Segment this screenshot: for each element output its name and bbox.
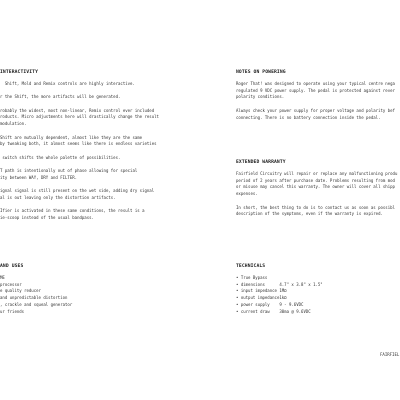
list-item: , crackle and squeal generator	[0, 301, 73, 307]
warranty-paragraph: In short, the best thing to do is to contact us as soon as possibl description of the symptoms, even if the warranty is expired.	[236, 204, 395, 217]
uses-section	[0, 264, 195, 315]
interactivity-paragraph: T path is intentionally out of phase allowing for special ity between WAY, DRY and FILTER.	[0, 168, 138, 180]
interactivity-body	[0, 81, 195, 222]
list-item: e quality reducer	[0, 288, 41, 294]
powering-paragraph: Always check your power supply for proper voltage and polarity bef connecting. There is no battery connection inside the pedal.	[236, 107, 395, 120]
technicals-heading: TECHNICALS	[236, 264, 266, 269]
table-row	[236, 282, 323, 289]
warranty-section	[236, 160, 400, 218]
uses-heading: AND USES	[0, 264, 24, 269]
table-row	[236, 309, 323, 316]
interactivity-paragraph: robably the widest, most non-linear, Remix control ever included roducts. Micro adjustments here will drastically change the result modulation.	[0, 107, 159, 127]
table-row	[236, 275, 323, 282]
spec-value: 30ma @ 9.6VDC	[279, 308, 311, 314]
interactivity-paragraph: Ifier is activated in these same conditions, the result is a ie-scoop instead of the usual bandpass.	[0, 208, 145, 220]
spec-value: 9 - 9.6VDC	[279, 301, 304, 307]
footer-brand-text: FAIRFIEL	[380, 352, 400, 357]
spec-table	[236, 275, 323, 315]
spec-value	[279, 275, 322, 282]
list-item: ME	[0, 275, 5, 280]
spec-key: • power supply	[236, 301, 270, 307]
powering-paragraph: Roger That! was designed to operate using your typical centre nega regulated 9 VDC power supply. The pedal is protected against rever polarity conditions.	[236, 81, 395, 100]
interactivity-paragraph: switch shifts the whole palette of possibilities.	[0, 154, 121, 160]
warranty-heading: EXTENDED WARRANTY	[236, 160, 286, 165]
technicals-section	[236, 264, 400, 315]
interactivity-paragraph: Shift, Mold and Remix controls are highly interactive.	[0, 81, 135, 86]
spec-key: • True Bypass	[236, 275, 268, 280]
list-item: ur friends	[0, 308, 25, 314]
interactivity-paragraph: Shift are mutually dependent, almost like they are the same by tweaking both, it almost seems like there is endless varieties	[0, 134, 157, 147]
table-row	[236, 302, 323, 309]
spec-key: • dimensions	[236, 281, 265, 287]
powering-section	[236, 70, 400, 121]
table-row	[236, 295, 323, 302]
spec-value: 4.7" x 3.8" x 1.5"	[279, 281, 323, 287]
spec-key: • input impedance	[236, 288, 277, 294]
spec-value: 1MΩ	[279, 288, 287, 294]
table-row	[236, 288, 323, 295]
interactivity-paragraph: ignal signal is still present on the wet side, adding dry signal al is out leaving only the distortion artifacts.	[0, 188, 155, 200]
interactivity-paragraph: r the Shift, the more artifacts will be generated.	[0, 94, 121, 100]
spec-value: 1kΩ	[279, 295, 287, 301]
uses-list	[0, 275, 195, 315]
powering-heading: NOTES ON POWERING	[236, 70, 286, 75]
spec-key: • output impedance	[236, 295, 280, 301]
interactivity-heading: INTERACTIVITY	[0, 70, 38, 75]
interactivity-section	[0, 70, 195, 222]
spec-key: • current draw	[236, 308, 270, 314]
warranty-paragraph: Fairfield Circuitry will repair or replace any malfunctioning produ period of 2 years after purchase date. Problems resulting from mod or misuse may cancel this warranty. The owner will cover all shipp expenses.	[236, 171, 398, 197]
list-item: processor	[0, 281, 22, 287]
list-item: and unpredictable distortion	[0, 295, 68, 301]
